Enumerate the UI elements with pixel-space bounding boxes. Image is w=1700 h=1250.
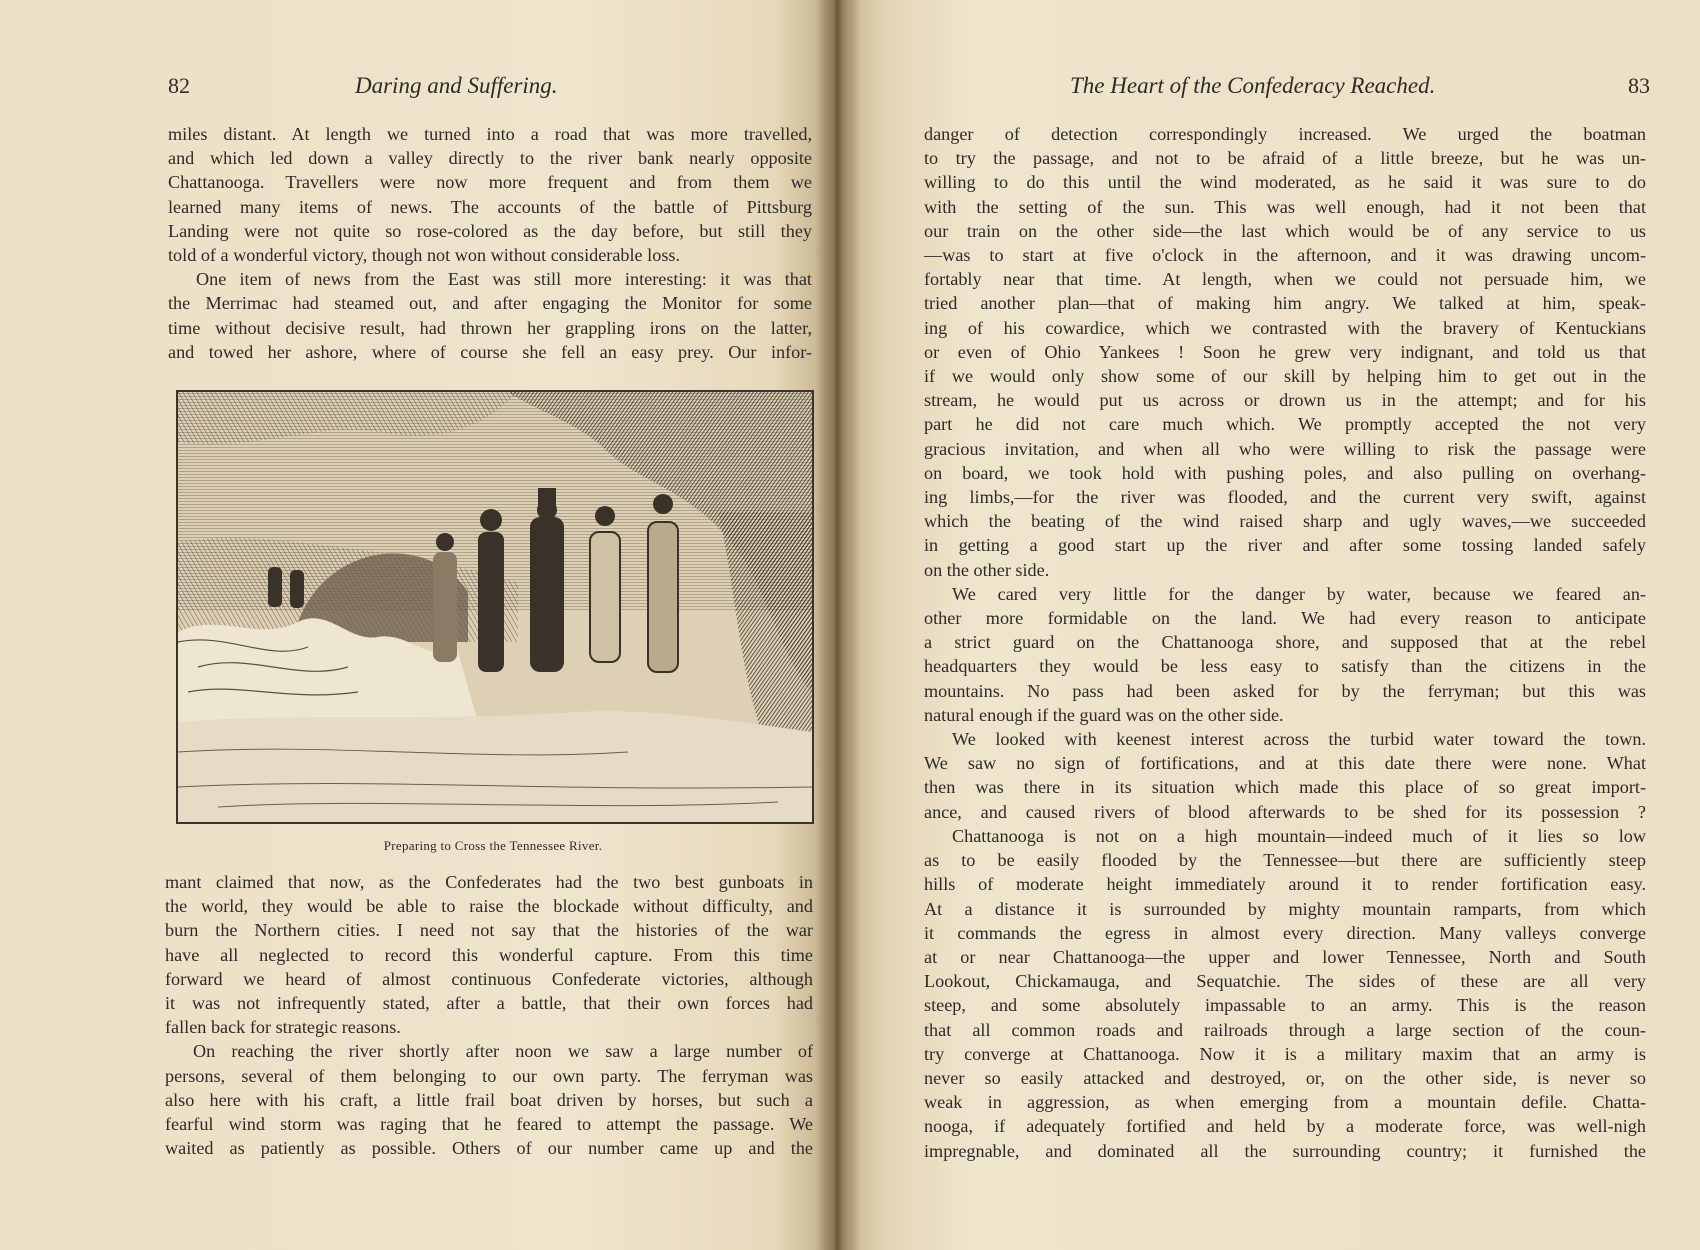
text-line: fortably near that time. At length, when we could not persuade him, we	[924, 269, 1646, 290]
text-line: forward we heard of almost continuous Confederate victories, although	[165, 968, 813, 989]
text-line: and towed her ashore, where of course she fell an easy prey. Our infor-	[168, 341, 812, 362]
text-line: On reaching the river shortly after noon we saw a large number of	[193, 1041, 813, 1062]
text-line: the world, they would be able to raise the blockade without difficulty, and	[165, 896, 813, 917]
text-line: the Merrimac had steamed out, and after engaging the Monitor for some	[168, 293, 812, 314]
left-top-text	[168, 122, 812, 364]
text-line: persons, several of them belonging to our own party. The ferryman was	[165, 1065, 813, 1086]
left-bottom-text	[165, 870, 813, 1160]
left-page-number: 82	[168, 73, 190, 98]
text-line: We looked with keenest interest across the turbid water toward the town.	[952, 729, 1646, 750]
figure-caption: Preparing to Cross the Tennessee River.	[383, 838, 603, 853]
text-line: nooga, if adequately fortified and held by a moderate force, was well-nigh	[924, 1116, 1646, 1137]
right-page	[850, 0, 1700, 1250]
text-line: burn the Northern cities. I need not say that the histories of the war	[165, 920, 813, 941]
text-line: One item of news from the East was still more interesting: it was that	[196, 269, 812, 290]
text-line: it was not infrequently stated, after a battle, that their own forces had	[165, 993, 813, 1014]
text-line: at or near Chattanooga—the upper and lower Tennessee, North and South	[924, 946, 1646, 967]
text-line: in getting a good start up the river and after some tossing landed safely	[924, 535, 1646, 556]
text-line: mountains. No pass had been asked for by the ferryman; but this was	[924, 680, 1646, 701]
text-line: time without decisive result, had thrown her grappling irons on the latter,	[168, 317, 812, 338]
text-line: mant claimed that now, as the Confederates had the two best gunboats in	[165, 872, 813, 892]
right-text	[924, 122, 1646, 1163]
text-line: steep, and some absolutely impassable to an army. This is the reason	[924, 995, 1646, 1016]
text-line: tried another plan—that of making him angry. We talked at him, speak-	[924, 293, 1646, 314]
text-line: other more formidable on the land. We had every reason to anticipate	[924, 608, 1646, 629]
text-line: on board, we took hold with pushing poles, and also pulling on overhang-	[924, 462, 1646, 483]
text-line: Chattanooga. Travellers were now more frequent and from them we	[168, 172, 812, 193]
text-line: try converge at Chattanooga. Now it is a military maxim that an army is	[924, 1043, 1646, 1064]
text-line: Landing were not quite so rose-colored as the day before, but still they	[168, 220, 812, 241]
text-line: headquarters they would be less easy to satisfy than the citizens in the	[924, 656, 1646, 677]
right-page-number: 83	[1628, 73, 1650, 98]
text-line: it commands the egress in almost every direction. Many valleys converge	[924, 922, 1646, 943]
right-running-title: The Heart of the Confederacy Reached.	[1070, 73, 1436, 98]
text-line: which the beating of the wind raised sharp and ugly waves,—we succeeded	[924, 511, 1646, 532]
text-line: waited as patiently as possible. Others of our number came up and the	[165, 1138, 813, 1159]
text-line: as to be easily flooded by the Tennessee—but there are sufficiently steep	[924, 850, 1646, 871]
text-line: a strict guard on the Chattanooga shore, and supposed that at the rebel	[924, 632, 1646, 653]
text-line: on the other side.	[924, 559, 1050, 580]
left-running-title: Daring and Suffering.	[355, 73, 558, 98]
text-line: We saw no sign of fortifications, and at this date there were none. What	[924, 753, 1646, 774]
text-line: ing of his cowardice, which we contrasted with the bravery of Kentuckians	[924, 317, 1646, 338]
text-line: stream, he would put us across or drown us in the attempt; and for his	[924, 390, 1646, 411]
text-line: —was to start at five o'clock in the afternoon, and it was drawing uncom-	[924, 245, 1646, 266]
text-line: ance, and caused rivers of blood afterwards to be shed for its possession ?	[924, 801, 1646, 822]
text-line: danger of detection correspondingly increased. We urged the boatman	[924, 124, 1646, 144]
text-line: miles distant. At length we turned into a road that was more travelled,	[168, 124, 812, 144]
text-line: and which led down a valley directly to the river bank nearly opposite	[168, 148, 812, 169]
text-line: hills of moderate height immediately around it to render fortification easy.	[924, 874, 1646, 895]
text-line: also here with his craft, a little frail boat driven by horses, but such a	[165, 1089, 813, 1110]
text-line: weak in aggression, as when emerging from a mountain defile. Chatta-	[924, 1092, 1646, 1113]
text-line: that all common roads and railroads through a large section of the coun-	[924, 1019, 1646, 1040]
left-page-header	[168, 68, 808, 104]
text-line: willing to do this until the wind moderated, as he said it was sure to do	[924, 172, 1646, 193]
text-line: part he did not care much which. We promptly accepted the not very	[924, 414, 1646, 435]
text-line: At a distance it is surrounded by mighty mountain ramparts, from which	[924, 898, 1646, 919]
text-line: our train on the other side—the last which would be of any service to us	[924, 220, 1646, 241]
text-line: with the setting of the sun. This was well enough, had it not been that	[924, 196, 1646, 217]
text-line: Chattanooga is not on a high mountain—indeed much of it lies so low	[952, 825, 1646, 846]
engraving-illustration	[176, 390, 814, 824]
text-line: fallen back for strategic reasons.	[165, 1017, 401, 1038]
text-line: ing limbs,—for the river was flooded, and the current very swift, against	[924, 487, 1646, 508]
text-line: impregnable, and dominated all the surrounding country; it furnished the	[924, 1140, 1646, 1161]
text-line: fearful wind storm was raging that he feared to attempt the passage. We	[165, 1114, 813, 1135]
text-line: have all neglected to record this wonderful capture. From this time	[165, 944, 813, 965]
book-gutter	[815, 0, 860, 1250]
text-line: We cared very little for the danger by water, because we feared an-	[952, 583, 1646, 604]
text-line: learned many items of news. The accounts of the battle of Pittsburg	[168, 196, 812, 217]
text-line: never so easily attacked and destroyed, or, on the other side, is never so	[924, 1067, 1646, 1088]
text-line: Lookout, Chickamauga, and Sequatchie. The sides of these are all very	[924, 971, 1646, 992]
text-line: then was there in its situation which made this place of so great import-	[924, 777, 1646, 798]
text-line: if we would only show some of our skill by helping him to get out in the	[924, 366, 1646, 387]
text-line: told of a wonderful victory, though not won without considerable loss.	[168, 245, 681, 266]
text-line: or even of Ohio Yankees ! Soon he grew very indignant, and told us that	[924, 341, 1646, 362]
left-page	[0, 0, 840, 1250]
text-line: natural enough if the guard was on the other side.	[924, 704, 1284, 725]
text-line: gracious invitation, and when all who were willing to risk the passage were	[924, 438, 1646, 459]
right-page-header	[930, 68, 1650, 104]
text-line: to try the passage, and not to be afraid of a little breeze, but he was un-	[924, 148, 1646, 169]
